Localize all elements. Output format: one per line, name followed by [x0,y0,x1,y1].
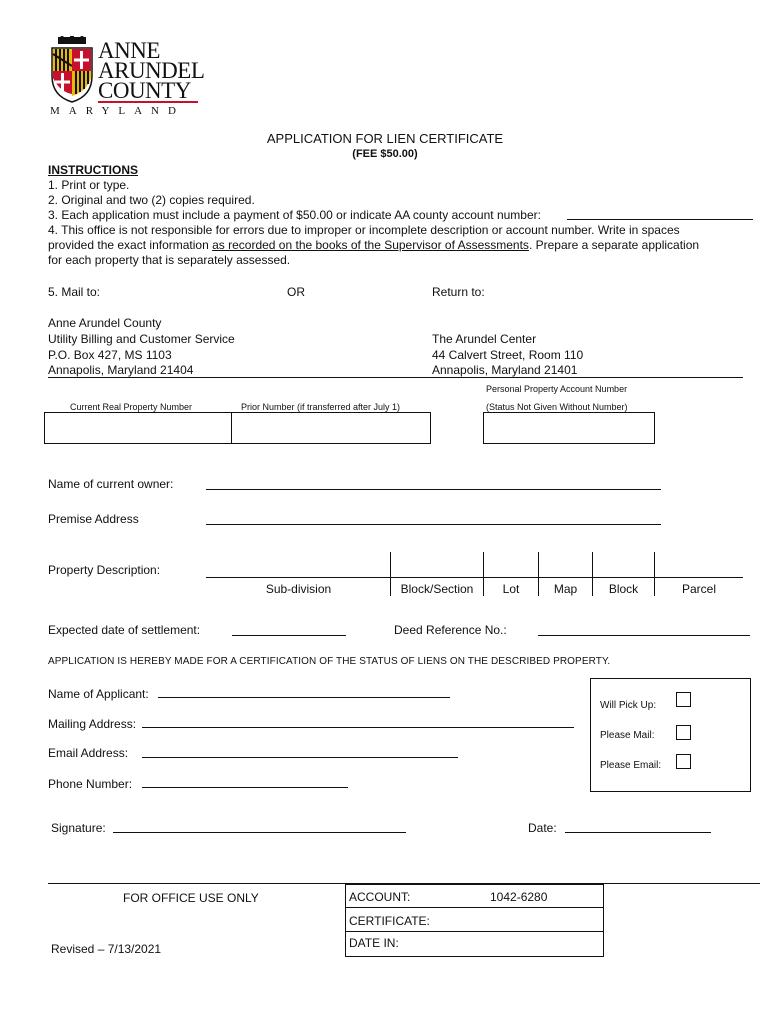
email-label: Email Address: [48,746,129,760]
col-parcel: Parcel [681,582,716,596]
personal-property-input[interactable] [483,412,655,444]
applicant-name-field[interactable] [158,697,450,698]
premise-field[interactable] [206,524,661,525]
personal-property-note: (Status Not Given Without Number) [486,402,628,412]
aa-account-number-field[interactable] [567,219,753,220]
property-description-field[interactable] [206,577,743,578]
deed-field[interactable] [538,635,750,636]
logo-word-anne: ANNE [98,38,160,63]
office-row-divider [346,931,603,932]
instruction-item: 2. Original and two (2) copies required. [48,193,255,207]
phone-label: Phone Number: [48,777,133,791]
col-block-section: Block/Section [400,582,474,596]
office-use-table [345,884,604,957]
instructions-heading: INSTRUCTIONS [48,163,138,177]
mail-address-line: Annapolis, Maryland 21404 [48,363,194,377]
date-label: Date: [528,821,557,835]
mail-address-line: Utility Billing and Customer Service [48,332,235,346]
logo-word-county: COUNTY [98,78,191,103]
personal-property-label: Personal Property Account Number [486,384,628,394]
mailing-address-field[interactable] [142,727,574,728]
settlement-label: Expected date of settlement: [48,623,201,637]
col-lot: Lot [502,582,520,596]
return-address-line: The Arundel Center [432,332,537,346]
applicant-name-label: Name of Applicant: [48,687,149,701]
property-description-label: Property Description: [48,563,161,577]
address-divider [48,377,743,378]
col-subdivision: Sub-division [265,582,332,596]
instruction-item: 1. Print or type. [48,178,130,192]
email-checkbox[interactable] [676,754,691,769]
fee-label: (FEE $50.00) [352,148,418,160]
mail-label: Please Mail: [600,730,655,741]
current-real-property-input[interactable] [44,412,232,444]
phone-field[interactable] [142,787,348,788]
certificate-label: CERTIFICATE: [349,914,430,928]
instruction-item: 4. This office is not responsible for errors due to improper or incomplete description or account number. Write in spaces [48,223,680,237]
return-to-label: Return to: [432,285,485,299]
page-title: APPLICATION FOR LIEN CERTIFICATE [266,131,504,146]
account-label: ACCOUNT: [349,890,411,904]
return-address-line: Annapolis, Maryland 21401 [432,363,578,377]
email-option-label: Please Email: [600,760,662,771]
mail-address-line: Anne Arundel County [48,316,162,330]
date-in-label: DATE IN: [349,936,399,950]
current-real-property-label: Current Real Property Number [70,402,193,412]
col-block: Block [608,582,639,596]
owner-field[interactable] [206,489,661,490]
signature-field[interactable] [113,832,406,833]
prior-number-input[interactable] [231,412,431,444]
instruction-item: provided the exact information as recorded on the books of the Supervisor of Assessments. Prepare a separate application [48,238,700,252]
return-address-line: 44 Calvert Street, Room 110 [432,348,584,362]
prior-number-label: Prior Number (if transferred after July 1) [241,402,401,412]
pickup-checkbox[interactable] [676,692,691,707]
or-label: OR [287,285,305,299]
office-row-divider [346,907,603,908]
signature-label: Signature: [51,821,106,835]
premise-label: Premise Address [48,512,139,526]
statement-text: APPLICATION IS HEREBY MADE FOR A CERTIFICATION OF THE STATUS OF LIENS ON THE DESCRIBED PROPERTY. [48,656,611,667]
pickup-label: Will Pick Up: [600,700,657,711]
mail-checkbox[interactable] [676,725,691,740]
owner-label: Name of current owner: [48,477,174,491]
delivery-options-box [590,678,751,792]
revised-date: Revised – 7/13/2021 [51,942,162,956]
settlement-field[interactable] [232,635,346,636]
date-field[interactable] [565,832,711,833]
logo-word-arundel: ARUNDEL [98,58,205,83]
office-use-label: FOR OFFICE USE ONLY [123,891,259,905]
email-field[interactable] [142,757,458,758]
county-seal-icon [48,36,96,104]
mail-address-line: P.O. Box 427, MS 1103 [48,348,172,362]
deed-label: Deed Reference No.: [394,623,507,637]
logo-maryland: MARYLAND [50,105,185,117]
instruction-item: for each property that is separately assessed. [48,253,291,267]
account-value: 1042-6280 [490,890,548,904]
mail-to-label: 5. Mail to: [48,285,101,299]
logo-underline [98,101,198,103]
col-map: Map [553,582,578,596]
instruction-item: 3. Each application must include a payment of $50.00 or indicate AA county account number: [48,208,541,222]
mailing-address-label: Mailing Address: [48,717,137,731]
